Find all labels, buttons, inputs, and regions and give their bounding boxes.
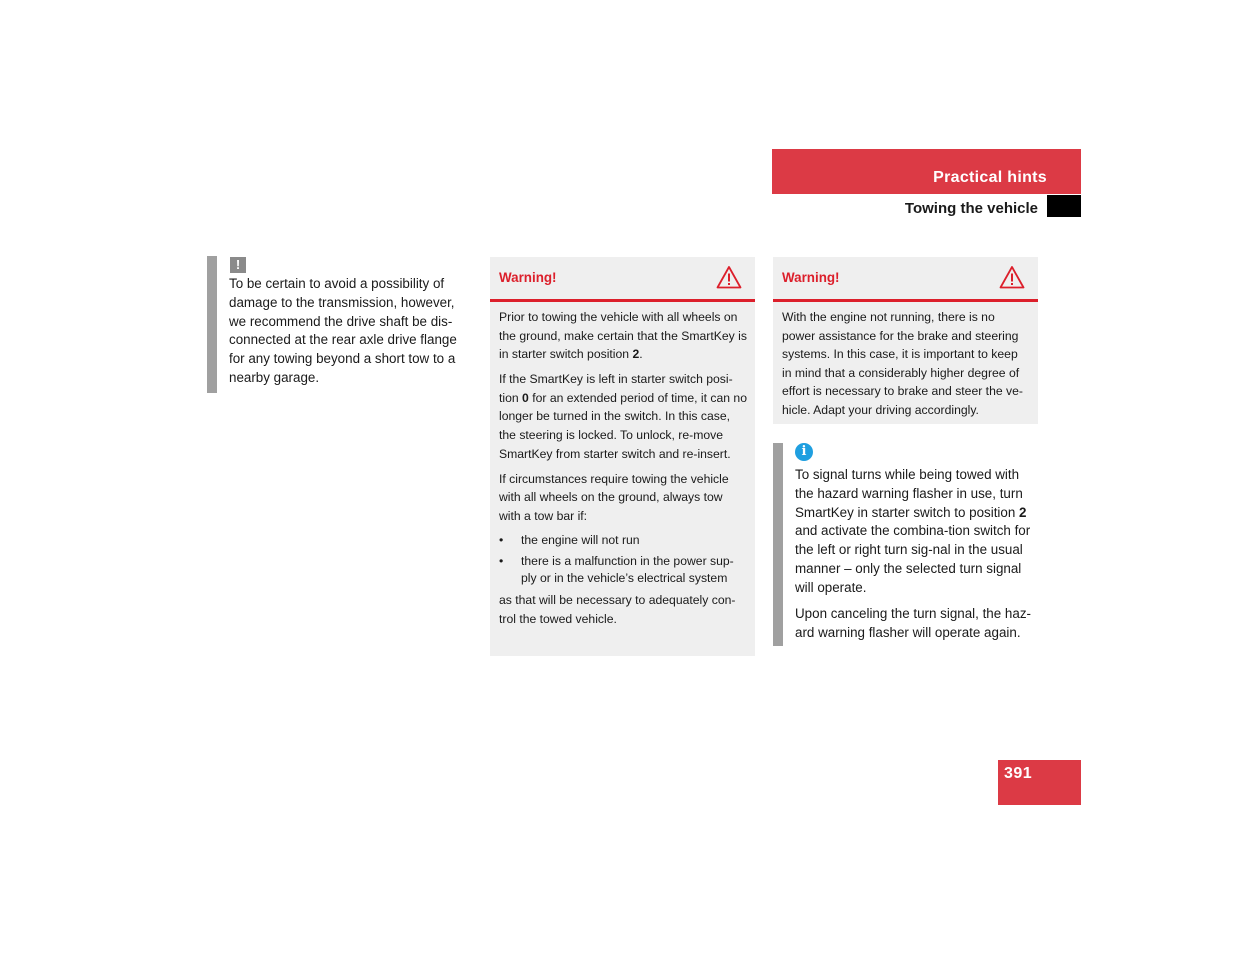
caution-note — [207, 256, 472, 393]
warning-triangle-icon — [716, 265, 742, 289]
warning-bullet-list — [499, 532, 747, 587]
page-number: 391 — [998, 760, 1081, 805]
warning-body — [490, 302, 755, 628]
info-text — [795, 466, 1040, 650]
list-item: • there is a malfunction in the power sup-ply or in the vehicle’s electrical system — [499, 553, 747, 587]
warning-paragraph: With the engine not running, there is no power assistance for the brake and steering systems. In this case, it is important to keep in mind that a considerably higher degree of effort is necessary to brake and steer the ve-hicle. Adapt your driving accordingly. — [782, 310, 1023, 417]
section-title: Practical hints — [933, 169, 1047, 186]
warning-paragraph: If the SmartKey is left in starter switch posi-tion 0 for an extended period of time, it can no longer be turned in the switch. In this case, the steering is locked. To unlock, re-move SmartKey from starter switch and re-insert. — [499, 372, 747, 461]
list-item: • the engine will not run — [499, 532, 747, 549]
warning-body — [773, 302, 1038, 420]
subsection-marker — [1047, 195, 1081, 217]
warning-paragraph: If circumstances require towing the vehicle with all wheels on the ground, always tow with a tow bar if: — [499, 471, 729, 523]
warning-paragraph: Prior to towing the vehicle with all wheels on the ground, make certain that the SmartKey is in starter switch position 2. — [499, 310, 747, 362]
warning-triangle-icon — [999, 265, 1025, 289]
switch-position: 2 — [632, 347, 640, 362]
warning-header — [773, 257, 1038, 302]
note-text: To be certain to avoid a possibility of damage to the transmission, however, we recommend the drive shaft be dis-connected at the rear axle drive flange for any towing beyond a short tow to a nearby garage. — [229, 276, 457, 385]
subsection-title: Towing the vehicle — [904, 200, 1038, 217]
warning-box-towing — [490, 257, 755, 656]
exclamation-icon: ! — [230, 257, 246, 273]
info-paragraph: Upon canceling the turn signal, the haz-ard warning flasher will operate again. — [795, 606, 1031, 640]
warning-title: Warning! — [499, 270, 557, 285]
info-paragraph: To signal turns while being towed with the hazard warning flasher in use, turn SmartKey in starter switch to position 2 and activate the combina-tion switch for the left or right turn sig-nal in the usual manner – only the selected turn signal will operate. — [795, 467, 1031, 595]
warning-header — [490, 257, 755, 302]
info-icon: i — [795, 443, 813, 461]
warning-box-power-assist — [773, 257, 1038, 424]
section-header-bar — [772, 149, 1081, 194]
info-side-bar — [773, 443, 783, 646]
warning-paragraph: as that will be necessary to adequately con-trol the towed vehicle. — [499, 593, 736, 626]
note-side-bar — [207, 256, 217, 393]
warning-title: Warning! — [782, 270, 840, 285]
info-note — [773, 443, 1039, 646]
switch-position: 2 — [1019, 504, 1027, 520]
switch-position: 0 — [522, 390, 529, 405]
